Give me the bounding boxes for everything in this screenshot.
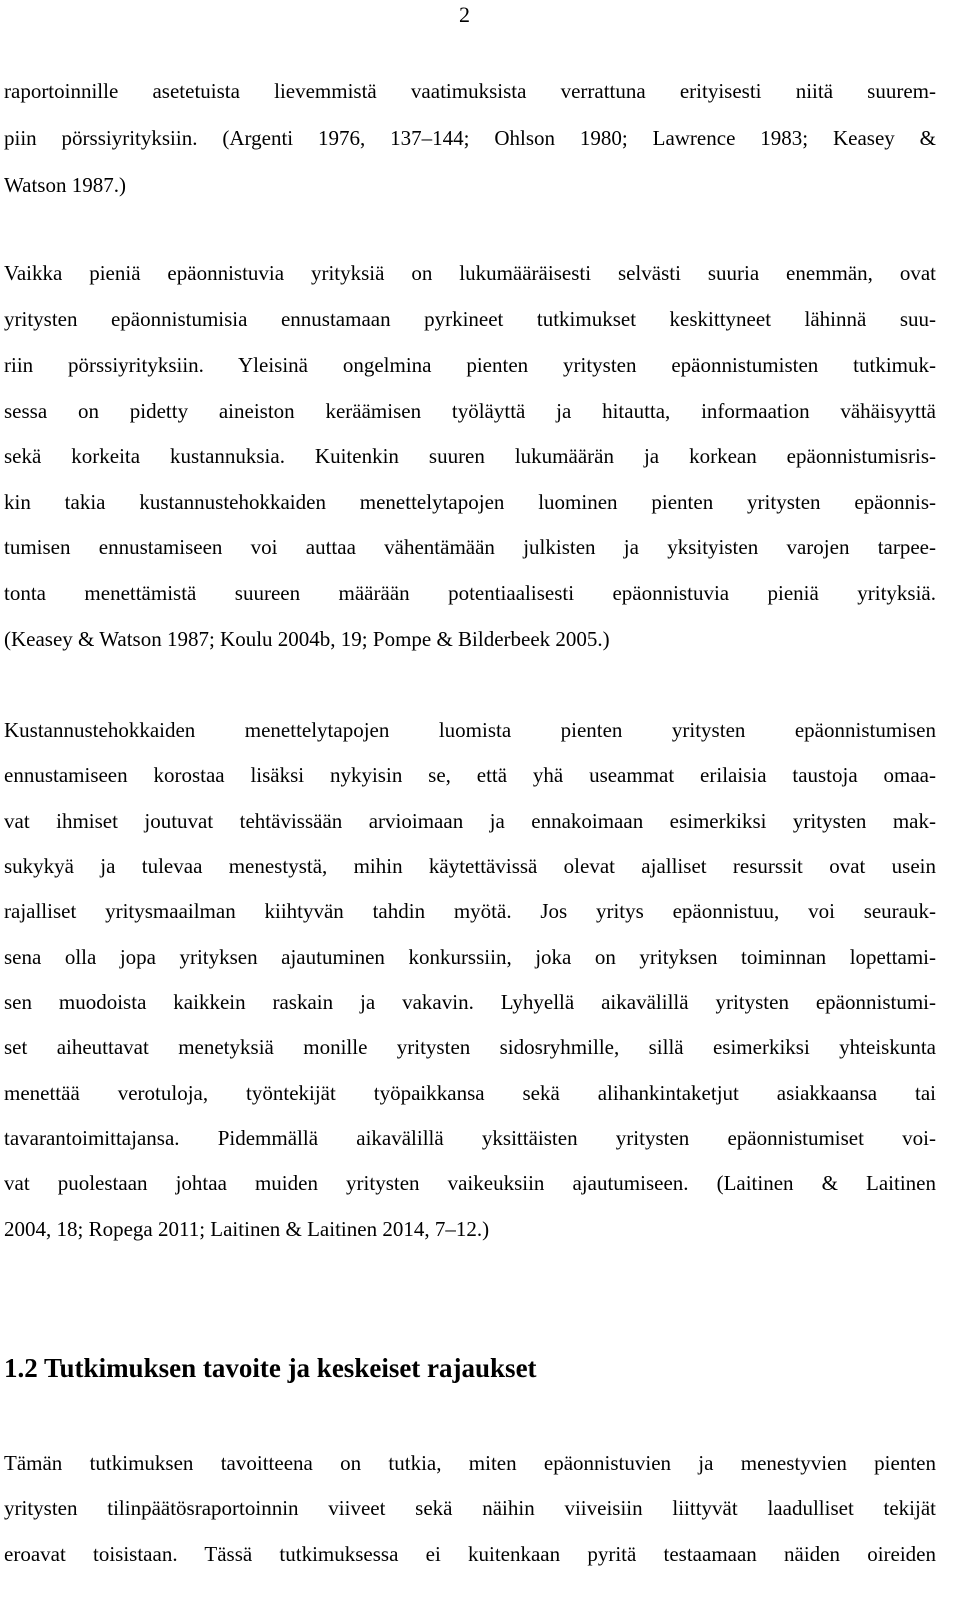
text-line: rajalliset yritysmaailman kiihtyvän tahdin myötä. Jos yritys epäonnistuu, voi seurauk- (4, 899, 936, 923)
text-line: yritysten tilinpäätösraportoinnin viiveet sekä näihin viiveisiin liittyvät laadulliset tekijät (4, 1496, 936, 1520)
text-line: kin takia kustannustehokkaiden menettelytapojen luominen pienten yritysten epäonnis- (4, 490, 936, 514)
text-line: ennustamiseen korostaa lisäksi nykyisin se, että yhä useammat erilaisia taustoja omaa- (4, 763, 936, 787)
text-line: tavarantoimittajansa. Pidemmällä aikavälillä yksittäisten yritysten epäonnistumiset voi- (4, 1126, 936, 1150)
text-line: sena olla jopa yrityksen ajautuminen konkurssiin, joka on yrityksen toiminnan lopettami- (4, 945, 936, 969)
text-line: tumisen ennustamiseen voi auttaa vähentämään julkisten ja yksityisten varojen tarpee- (4, 535, 936, 559)
text-line: set aiheuttavat menetyksiä monille yritysten sidosryhmille, sillä esimerkiksi yhteiskunta (4, 1035, 936, 1059)
text-line: yritysten epäonnistumisia ennustamaan pyrkineet tutkimukset keskittyneet lähinnä suu- (4, 307, 936, 331)
text-line: sukykyä ja tulevaa menestystä, mihin käytettävissä olevat ajalliset resurssit ovat usein (4, 854, 936, 878)
text-line: 2004, 18; Ropega 2011; Laitinen & Laitinen 2014, 7–12.) (4, 1217, 490, 1241)
page-number: 2 (459, 2, 470, 27)
text-line: Vaikka pieniä epäonnistuvia yrityksiä on lukumääräisesti selvästi suuria enemmän, ovat (4, 261, 936, 285)
text-line: sekä korkeita kustannuksia. Kuitenkin suuren lukumäärän ja korkean epäonnistumisris- (4, 444, 936, 468)
text-line: vat puolestaan johtaa muiden yritysten vaikeuksiin ajautumiseen. (Laitinen & Laitinen (4, 1171, 936, 1195)
text-line: vat ihmiset joutuvat tehtävissään arvioimaan ja ennakoimaan esimerkiksi yritysten mak- (4, 809, 936, 833)
text-line: sessa on pidetty aineiston keräämisen työläyttä ja hitautta, informaation vähäisyyttä (4, 399, 936, 423)
text-line: Kustannustehokkaiden menettelytapojen luomista pienten yritysten epäonnistumisen (4, 718, 936, 742)
text-line: (Keasey & Watson 1987; Koulu 2004b, 19; Pompe & Bilderbeek 2005.) (4, 627, 610, 651)
text-line: Watson 1987.) (4, 173, 126, 197)
text-line: menettää verotuloja, työntekijät työpaikkansa sekä alihankintaketjut asiakkaansa tai (4, 1081, 936, 1105)
text-line: riin pörssiyrityksiin. Yleisinä ongelmina pienten yritysten epäonnistumisten tutkimuk- (4, 353, 936, 377)
text-line: sen muodoista kaikkein raskain ja vakavin. Lyhyellä aikavälillä yritysten epäonnistumi- (4, 990, 936, 1014)
section-heading: 1.2 Tutkimuksen tavoite ja keskeiset rajaukset (4, 1353, 537, 1383)
text-line: eroavat toisistaan. Tässä tutkimuksessa ei kuitenkaan pyritä testaamaan näiden oireiden (4, 1542, 936, 1566)
text-line: Tämän tutkimuksen tavoitteena on tutkia, miten epäonnistuvien ja menestyvien pienten (4, 1451, 936, 1475)
text-line: piin pörssiyrityksiin. (Argenti 1976, 137–144; Ohlson 1980; Lawrence 1983; Keasey & (4, 126, 936, 150)
text-line: raportoinnille asetetuista lievemmistä vaatimuksista verrattuna erityisesti niitä suurem- (4, 79, 936, 103)
text-line: tonta menettämistä suureen määrään potentiaalisesti epäonnistuvia pieniä yrityksiä. (4, 581, 936, 605)
